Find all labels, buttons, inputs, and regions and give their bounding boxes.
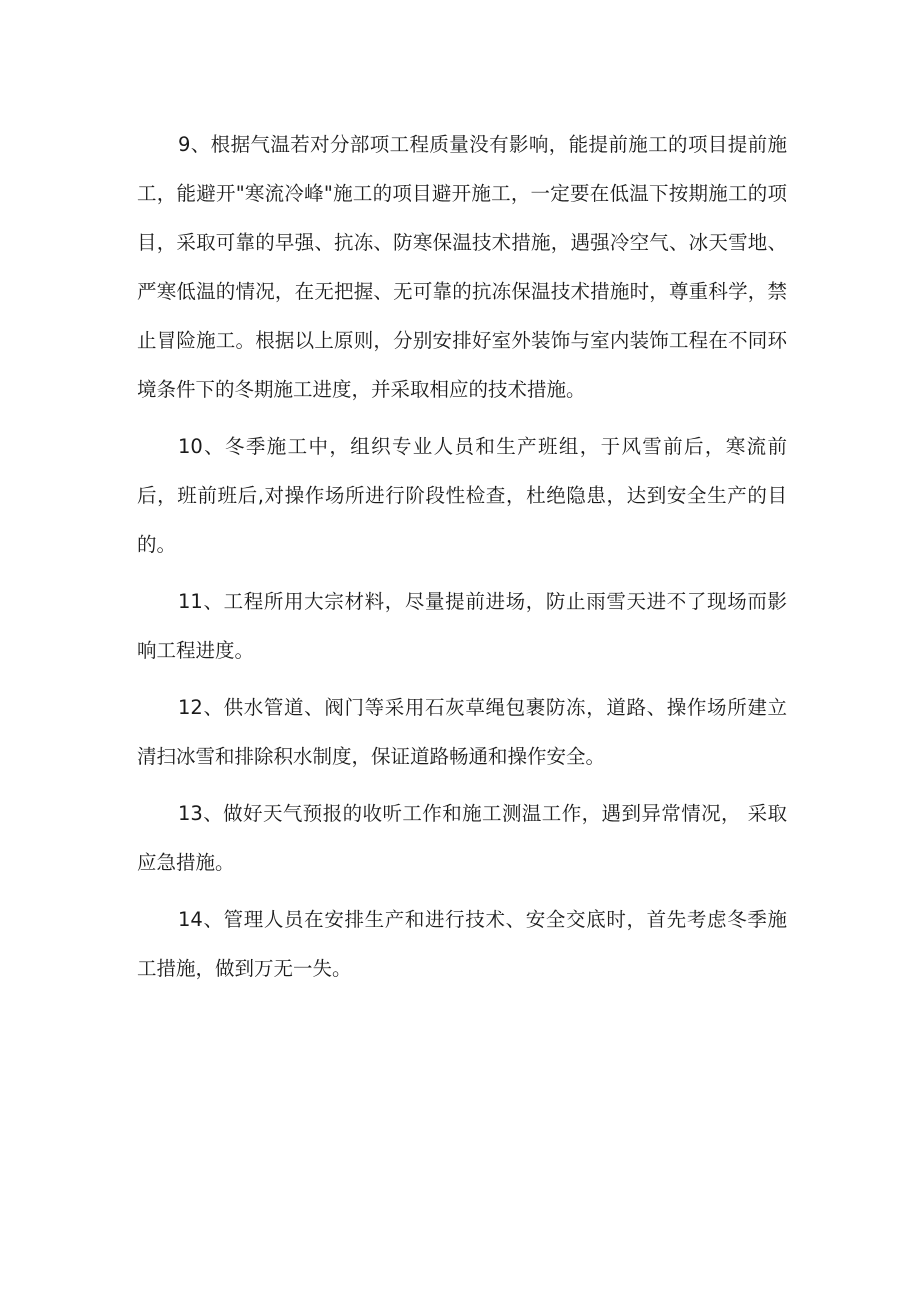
document-body: [137, 120, 787, 1001]
paragraph-item-12: 12、供水管道、阀门等采用石灰草绳包裹防冻，道路、操作场所建立清扫冰雪和排除积水制度，保证道路畅通和操作安全。: [137, 696, 787, 768]
paragraph-item-10: 10、冬季施工中，组织专业人员和生产班组，于风雪前后，寒流前后，班前班后,对操作场所进行阶段性检查，杜绝隐患，达到安全生产的目的。: [137, 435, 787, 556]
paragraph-item-13: 13、做好天气预报的收听工作和施工测温工作，遇到异常情况， 采取应急措施。: [137, 802, 787, 874]
paragraph-item-11: 11、工程所用大宗材料，尽量提前进场，防止雨雪天进不了现场而影响工程进度。: [137, 590, 787, 662]
paragraph-item-14: 14、管理人员在安排生产和进行技术、安全交底时，首先考虑冬季施工措施，做到万无一失。: [137, 908, 787, 980]
paragraph-item-9: 9、根据气温若对分部项工程质量没有影响，能提前施工的项目提前施工，能避开"寒流冷峰"施工的项目避开施工，一定要在低温下按期施工的项目，采取可靠的早强、抗冻、防寒保温技术措施，遇强冷空气、冰天雪地、严寒低温的情况，在无把握、无可靠的抗冻保温技术措施时，尊重科学，禁止冒险施工。根据以上原则，分别安排好室外装饰与室内装饰工程在不同环境条件下的冬期施工进度，并采取相应的技术措施。: [137, 133, 787, 401]
